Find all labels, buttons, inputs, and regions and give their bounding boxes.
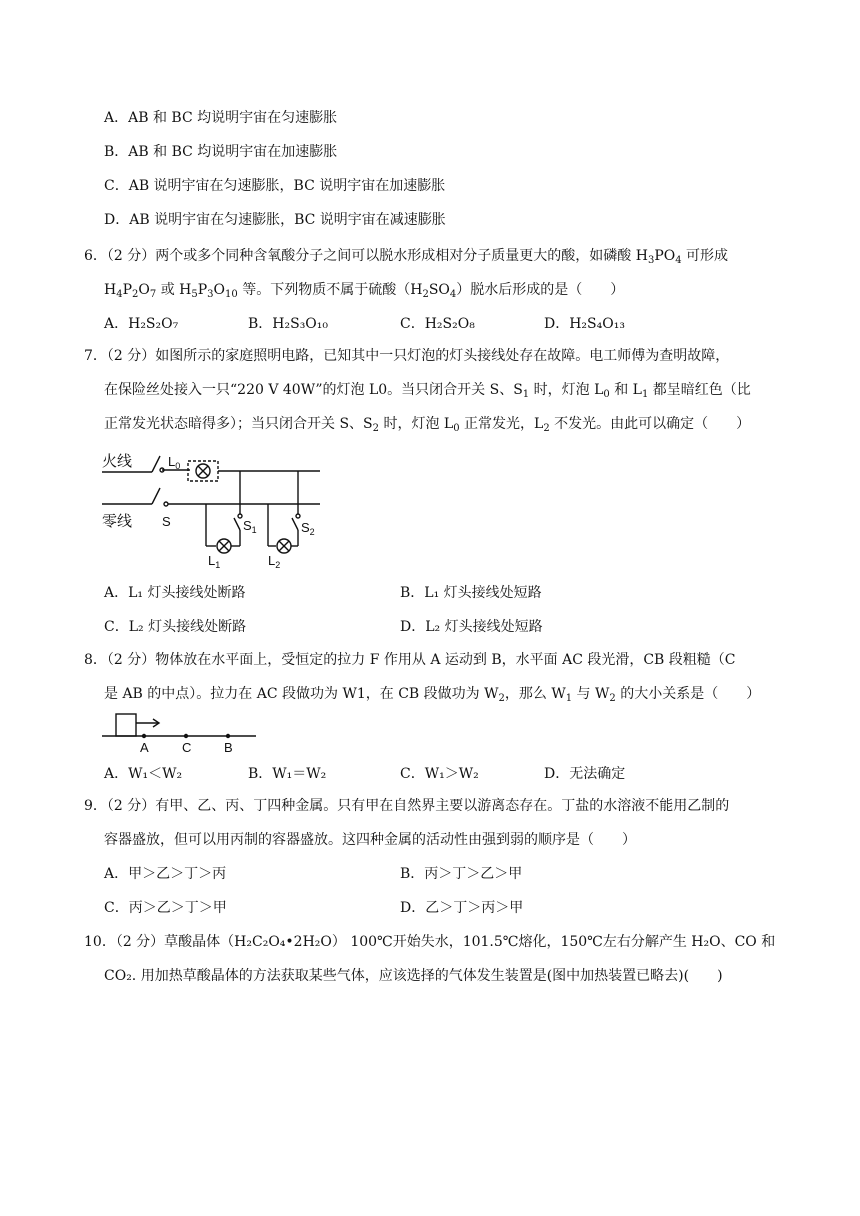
q7-switch-s-label: S xyxy=(162,514,171,529)
q8-label-a: A xyxy=(140,740,149,754)
q7-lamp-l2-label: L xyxy=(268,553,276,568)
svg-text:L0: $L_0$ xyxy=(168,454,181,471)
q9-option-d: D．乙＞丁＞丙＞甲 xyxy=(400,900,524,916)
q8-stem-line2: 是 AB 的中点）。拉力在 AC 段做功为 W1，在 CB 段做功为 $W_2$，那么 $W_1$ 与 $W_2$ 的大小关系是（ ） xyxy=(104,686,761,704)
q7-option-c: C．L₂ 灯头接线处断路 xyxy=(104,619,247,635)
q6-text4: ）脱水后形成的是（ ） xyxy=(456,282,625,298)
svg-text:L2: $L_2$ xyxy=(268,553,281,570)
q7-option-a: A．L₁ 灯头接线处断路 xyxy=(104,585,246,601)
q9-stem-line2: 容器盛放，但可以用丙制的容器盛放。这四种金属的活动性由强到弱的顺序是（ ） xyxy=(104,832,636,848)
q9-option-c: C．丙＞乙＞丁＞甲 xyxy=(104,900,227,916)
q8-point-c xyxy=(184,734,188,738)
svg-text:L1: $L_1$ xyxy=(208,553,221,570)
q7-lamp-l1-label: L xyxy=(208,553,216,568)
q7-stem-line1 xyxy=(84,346,729,366)
q8-option-c: C．W₁＞W₂ xyxy=(400,766,479,782)
q9-stem-line1 xyxy=(84,796,729,816)
q7-option-d: D．L₂ 灯头接线处短路 xyxy=(400,619,543,635)
q7-stem-line2: 在保险丝处接入一只“220 V 40W”的灯泡 L0。当只闭合开关 S、$S_1$ 时，灯泡 $L_0$ 和 $L_1$ 都呈暗红色（比 xyxy=(104,382,751,400)
q6-stem-line2: $H_4P_2O_7$ 或 $H_5P_3O_{10}$ 等。下列物质不属于硫酸$(H_2SO_4)$脱水后形成的是（ ） xyxy=(104,282,625,300)
q10-stem-line1 xyxy=(84,932,775,952)
q6-option-a: A．H₂S₂O₇ xyxy=(104,316,179,332)
q10-stem-line2: CO₂. 用加热草酸晶体的方法获取某些气体，应该选择的气体发生装置是(图中加热装置已略去)( ) xyxy=(104,968,723,984)
q6-text3: 等。下列物质不属于硫酸（H xyxy=(242,282,423,298)
q7-line2: 在保险丝处接入一只“220 V 40W”的灯泡 L0。当只闭合开关 S、S xyxy=(104,382,523,398)
q7-switch-s1-label: S xyxy=(243,518,252,533)
q7-line3: 正常发光状态暗得多）；当只闭合开关 S、S xyxy=(104,416,373,432)
q8-motion-diagram xyxy=(100,710,260,754)
q6-stem-line1: 6．（2 分）两个或多个同种含氧酸分子之间可以脱水形成相对分子质量更大的酸，如磷酸 $H_3PO_4$ 可形成 xyxy=(84,248,729,266)
q6-option-b: B．H₂S₃O₁₀ xyxy=(248,316,329,332)
q5-option-c: C．AB 说明宇宙在匀速膨胀，BC 说明宇宙在加速膨胀 xyxy=(104,178,446,194)
q9-line1: 有甲、乙、丙、丁四种金属。只有甲在自然界主要以游离态存在。丁盐的水溶液不能用乙制的 xyxy=(155,798,730,814)
q7-live-wire-label: 火线 xyxy=(102,453,133,470)
q8-option-b: B．W₁＝W₂ xyxy=(248,766,327,782)
q9-number: 9．（2 分） xyxy=(84,798,156,814)
q8-line1: 物体放在水平面上，受恒定的拉力 F 作用从 A 运动到 B，水平面 AC 段光滑，CB 段粗糙（C xyxy=(155,652,736,668)
q8-option-a: A．W₁＜W₂ xyxy=(104,766,183,782)
q6-number: 6．（2 分） xyxy=(84,248,156,264)
q6-text1: 两个或多个同种含氧酸分子之间可以脱水形成相对分子质量更大的酸，如磷酸 H xyxy=(155,248,648,264)
q8-number: 8．（2 分） xyxy=(84,652,156,668)
q8-label-c: C xyxy=(182,740,192,754)
q9-option-b: B．丙＞丁＞乙＞甲 xyxy=(400,866,523,882)
q8-stem-line1 xyxy=(84,650,736,670)
q5-option-b: B．AB 和 BC 均说明宇宙在加速膨胀 xyxy=(104,144,338,160)
q7-l0-label: L xyxy=(168,454,176,469)
q8-option-d: D．无法确定 xyxy=(544,766,626,782)
svg-text:S1: $S_1$ xyxy=(243,518,257,535)
q7-number: 7．（2 分） xyxy=(84,348,156,364)
q10-number: 10．（2 分） xyxy=(84,934,165,950)
q7-circuit-diagram xyxy=(100,448,330,572)
q9-option-a: A．甲＞乙＞丁＞丙 xyxy=(104,866,227,882)
q6-text2: 或 H xyxy=(160,282,192,298)
q7-stem-line3: 正常发光状态暗得多）；当只闭合开关 S、$S_2$ 时，灯泡 $L_0$ 正常发光，$L_2$ 不发光。由此可以确定（ ） xyxy=(104,416,751,434)
q7-neutral-wire-label: 零线 xyxy=(102,513,133,530)
q8-point-a xyxy=(142,734,146,738)
q5-option-d: D．AB 说明宇宙在匀速膨胀，BC 说明宇宙在减速膨胀 xyxy=(104,212,446,228)
q8-line2: 是 AB 的中点）。拉力在 AC 段做功为 W1，在 CB 段做功为 W xyxy=(104,686,499,702)
q7-line1: 如图所示的家庭照明电路，已知其中一只灯泡的灯头接线处存在故障。电工师傅为查明故障， xyxy=(155,348,730,364)
q5-option-a: A．AB 和 BC 均说明宇宙在匀速膨胀 xyxy=(104,110,338,126)
q7-switch-s2-label: S xyxy=(301,520,310,535)
q6-option-c: C．H₂S₂O₈ xyxy=(400,316,475,332)
svg-text:S2: $S_2$ xyxy=(301,520,315,537)
q8-point-b xyxy=(226,734,230,738)
q10-line1: 草酸晶体（H₂C₂O₄•2H₂O） 100℃开始失水，101.5℃熔化，150℃左右分解产生 H₂O、CO 和 xyxy=(164,934,776,950)
q6-option-d: D．H₂S₄O₁₃ xyxy=(544,316,625,332)
q7-option-b: B．L₁ 灯头接线处短路 xyxy=(400,585,542,601)
q8-label-b: B xyxy=(224,740,233,754)
